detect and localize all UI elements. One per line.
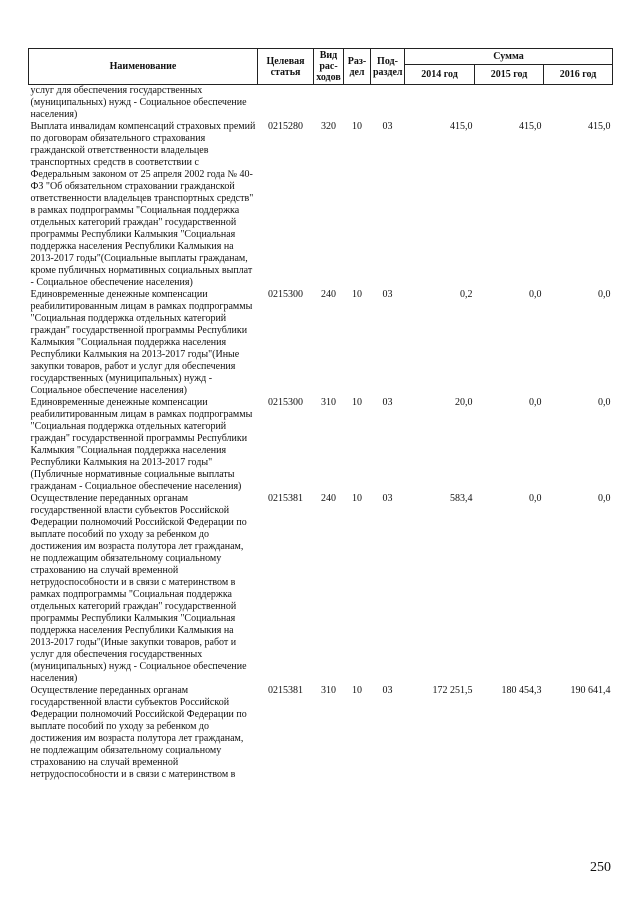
table-row [29,493,613,685]
table-row [29,397,613,493]
row-name: Единовременные денежные компенсации реабилитированным лицам в рамках подпрограммы "Социальная поддержка отдельных категорий граждан" государственной программы Республики Калмыкия "Социальная поддержка населения Республики Калмыкия на 2013-2017 годы"(Публичные нормативные социальные выплаты гражданам - Социальное обеспечение населения) [30,397,253,492]
row-2016: 415,0 [588,121,611,132]
header-2015: 2015 год [475,65,544,85]
row-podrazdel [371,85,405,122]
row-name: Единовременные денежные компенсации реабилитированным лицам в рамках подпрограммы "Социальная поддержка отдельных категорий граждан" государственной программы Республики Калмыкия "Социальная поддержка населения Республики Калмыкия на 2013-2017 годы"(Иные закупки товаров, работ и услуг для обеспечения государственных (муниципальных) нужд - Социальное обеспечение населения) [30,289,253,396]
row-target [258,85,314,122]
header-target: Целевая статья [258,49,314,85]
row-name: Выплата инвалидам компенсаций страховых премий по договорам обязательного страхования гражданской ответственности владельцев транспортных средств в соответствии с Федеральным законом от 25 апреля 2002 года № 40-ФЗ "Об обязательном страховании гражданской ответственности владельцев транспортных средств" в рамках подпрограммы "Социальная поддержка отдельных категорий граждан" государственной программы Республики Калмыкия "Социальная поддержка населения Республики Калмыкия на 2013-2017 годы"(Социальные выплаты гражданам, кроме публичных нормативных социальных выплат - Социальное обеспечение населения) [30,121,256,288]
row-2014: 583,4 [450,493,473,504]
row-2016: 0,0 [598,493,611,504]
header-podrazdel: Под-раздел [371,49,405,85]
row-2015: 180 454,3 [501,685,542,696]
row-podrazdel: 03 [382,121,393,132]
header-2014: 2014 год [405,65,475,85]
row-razdel: 10 [352,493,362,504]
header-2016: 2016 год [544,65,613,85]
row-vid: 240 [321,289,336,300]
row-target: 0215300 [268,397,303,408]
table-row [29,121,613,289]
row-vid [314,85,344,122]
row-2015 [475,85,544,122]
row-vid: 320 [321,121,336,132]
row-razdel: 10 [352,289,362,300]
row-vid: 310 [321,397,336,408]
row-target: 0215300 [268,289,303,300]
budget-table [28,48,613,781]
row-2014: 415,0 [450,121,473,132]
row-razdel: 10 [352,121,362,132]
header-name: Наименование [29,49,258,85]
row-podrazdel: 03 [382,289,393,300]
row-2014 [405,85,475,122]
row-name: услуг для обеспечения государственных (муниципальных) нужд - Социальное обеспечение населения) [30,85,247,120]
row-2016: 190 641,4 [570,685,611,696]
header-summa: Сумма [405,49,613,65]
row-2016: 0,0 [598,397,611,408]
row-name: Осуществление переданных органам государственной власти субъектов Российской Федерации полномочий Российской Федерации по выплате пособий по уходу за ребенком до достижения им возраста полутора лет гражданам, не подлежащим обязательному социальному страхованию на случай временной нетрудоспособности и в связи с материнством в [30,685,247,780]
table-row [29,289,613,397]
row-2015: 0,0 [529,289,542,300]
header-razdel: Раз-дел [344,49,371,85]
row-vid: 310 [321,685,336,696]
row-razdel [344,85,371,122]
row-2015: 0,0 [529,397,542,408]
table-row [29,85,613,122]
row-2015: 415,0 [519,121,542,132]
row-podrazdel: 03 [382,493,393,504]
table-row [29,685,613,781]
row-2016 [544,85,613,122]
row-razdel: 10 [352,685,362,696]
row-target: 0215381 [268,493,303,504]
row-target: 0215280 [268,121,303,132]
row-name: Осуществление переданных органам государственной власти субъектов Российской Федерации полномочий Российской Федерации по выплате пособий по уходу за ребенком до достижения им возраста полутора лет гражданам, не подлежащим обязательному социальному страхованию на случай временной нетрудоспособности и в связи с материнством в рамках подпрограммы "Социальная поддержка отдельных категорий граждан" государственной программы Республики Калмыкия "Социальная поддержка населения Республики Калмыкия на 2013-2017 годы"(Иные закупки товаров, работ и услуг для обеспечения государственных (муниципальных) нужд - Социальное обеспечение населения) [30,493,247,684]
row-vid: 240 [321,493,336,504]
row-podrazdel: 03 [382,397,393,408]
row-2016: 0,0 [598,289,611,300]
row-target: 0215381 [268,685,303,696]
header-vid: Вид рас-ходов [314,49,344,85]
row-2015: 0,0 [529,493,542,504]
row-razdel: 10 [352,397,362,408]
row-podrazdel: 03 [382,685,393,696]
row-2014: 172 251,5 [432,685,473,696]
page-number: 250 [590,860,611,875]
row-2014: 0,2 [460,289,473,300]
row-2014: 20,0 [455,397,473,408]
